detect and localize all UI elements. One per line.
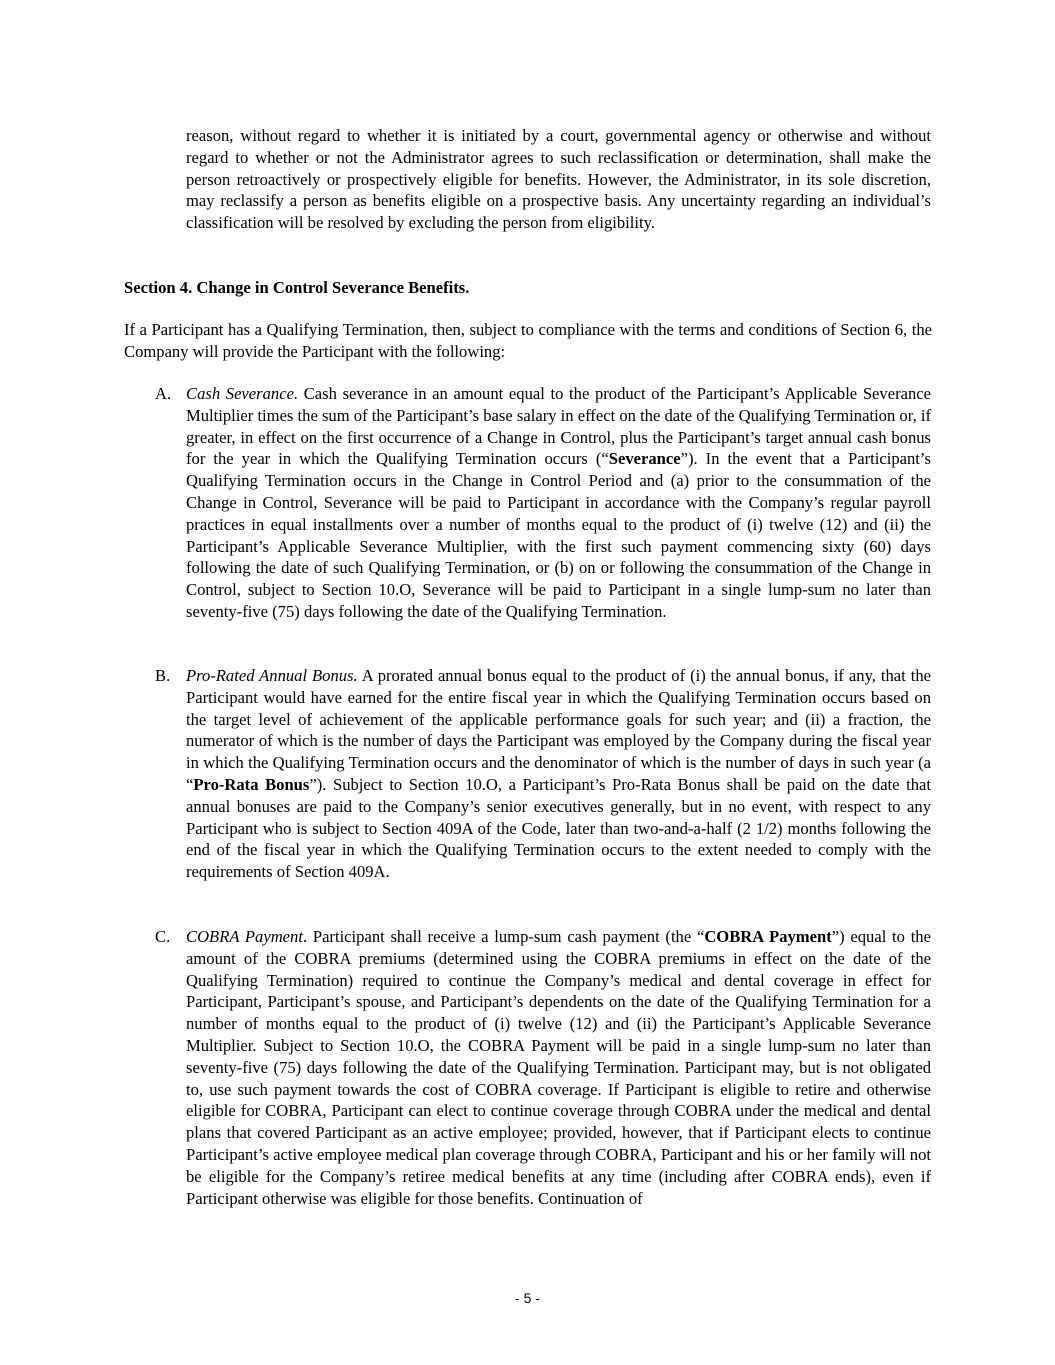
item-letter: A. (155, 384, 172, 403)
page-number: - 5 - (515, 1290, 540, 1306)
item-text: . Participant shall receive a lump-sum cash payment (the “ (302, 927, 705, 946)
item-text: ”). In the event that a Participant’s Qualifying Termination occurs in the Change in Control Period and (a) prior to the consummation of the Change in Control, Severance will be paid to Participant in accordance with the Company’s regular payroll practices in equal installments over a number of months equal to the product of (i) twelve (12) and (ii) the Participant’s Applicable Severance Multiplier, with the first such payment commencing sixty (60) days following the date of such Qualifying Termination, or (b) on or following the consummation of the Change in Control, subject to Section 10.O, Severance will be paid to Participant in a single lump-sum no later than seventy-five (75) days following the date of the Qualifying Termination. (186, 449, 931, 621)
intro-paragraph: If a Participant has a Qualifying Termination, then, subject to compliance with the terms and conditions of Section 6, the Company will provide the Participant with the following: (124, 320, 932, 361)
section-heading: Section 4. Change in Control Severance Benefits. (124, 278, 470, 297)
item-title: COBRA Payment (186, 927, 303, 946)
defined-term: Pro-Rata Bonus (193, 774, 310, 794)
defined-term: Severance (608, 449, 681, 469)
defined-term: COBRA Payment (704, 927, 832, 946)
item-title: Cash Severance. (186, 384, 299, 403)
list-item-cobra-payment (186, 926, 931, 1209)
item-title: Pro-Rated Annual Bonus. (186, 666, 358, 685)
item-letter: B. (155, 666, 171, 685)
item-text: ”). Subject to Section 10.O, a Participant’s Pro-Rata Bonus shall be paid on the date that annual bonuses are paid to the Company’s senior executives generally, but in no event, with respect to any Participant who is subject to Section 409A of the Code, later than two-and-a-half (2 1/2) months following the end of the fiscal year in which the Qualifying Termination occurs to the extent needed to comply with the requirements of Section 409A. (186, 774, 931, 882)
continuation-paragraph: reason, without regard to whether it is initiated by a court, governmental agency or otherwise and without regard to whether or not the Administrator agrees to such reclassification or determination, shall make the person retroactively or prospectively eligible for benefits. However, the Administrator, in its sole discretion, may reclassify a person as benefits eligible on a prospective basis. Any uncertainty regarding an individual’s classification will be resolved by excluding the person from eligibility. (186, 126, 931, 233)
list-item-cash-severance (186, 383, 931, 623)
item-text: ”) equal to the amount of the COBRA premiums (determined using the COBRA premiums in effect on the date of the Qualifying Termination) required to continue the Company’s medical and dental coverage in effect for Participant, Participant’s spouse, and Participant’s dependents on the date of the Qualifying Termination for a number of months equal to the product of (i) twelve (12) and (ii) the Participant’s Applicable Severance Multiplier. Subject to Section 10.O, the COBRA Payment will be paid in a single lump-sum no later than seventy-five (75) days following the date of the Qualifying Termination. Participant may, but is not obligated to, use such payment towards the cost of COBRA coverage. If Participant is eligible to retire and otherwise eligible for COBRA, Participant can elect to continue coverage through COBRA under the medical and dental plans that covered Participant as an active employee; provided, however, that if Participant elects to continue Participant’s active employee medical plan coverage through COBRA, Participant and his or her family will not be eligible for the Company’s retiree medical benefits at any time (including after COBRA ends), even if Participant otherwise was eligible for those benefits. Continuation of (186, 927, 931, 1208)
item-text: Cash severance in an amount equal to the product of the Participant’s Applicable Severance Multiplier times the sum of the Participant’s base salary in effect on the date of the Qualifying Termination or, if greater, in effect on the first occurrence of a Change in Control, plus the Participant’s target annual cash bonus for the year in which the Qualifying Termination occurs (“ (186, 384, 932, 469)
item-text: A prorated annual bonus equal to the product of (i) the annual bonus, if any, that the Participant would have earned for the entire fiscal year in which the Qualifying Termination occurs based on the target level of achievement of the applicable performance goals for such year; and (ii) a fraction, the numerator of which is the number of days the Participant was employed by the Company during the fiscal year in which the Qualifying Termination occurs and the denominator of which is the number of days in such year (a “ (186, 666, 931, 794)
list-item-pro-rated-bonus (186, 665, 931, 883)
item-letter: C. (155, 927, 171, 946)
